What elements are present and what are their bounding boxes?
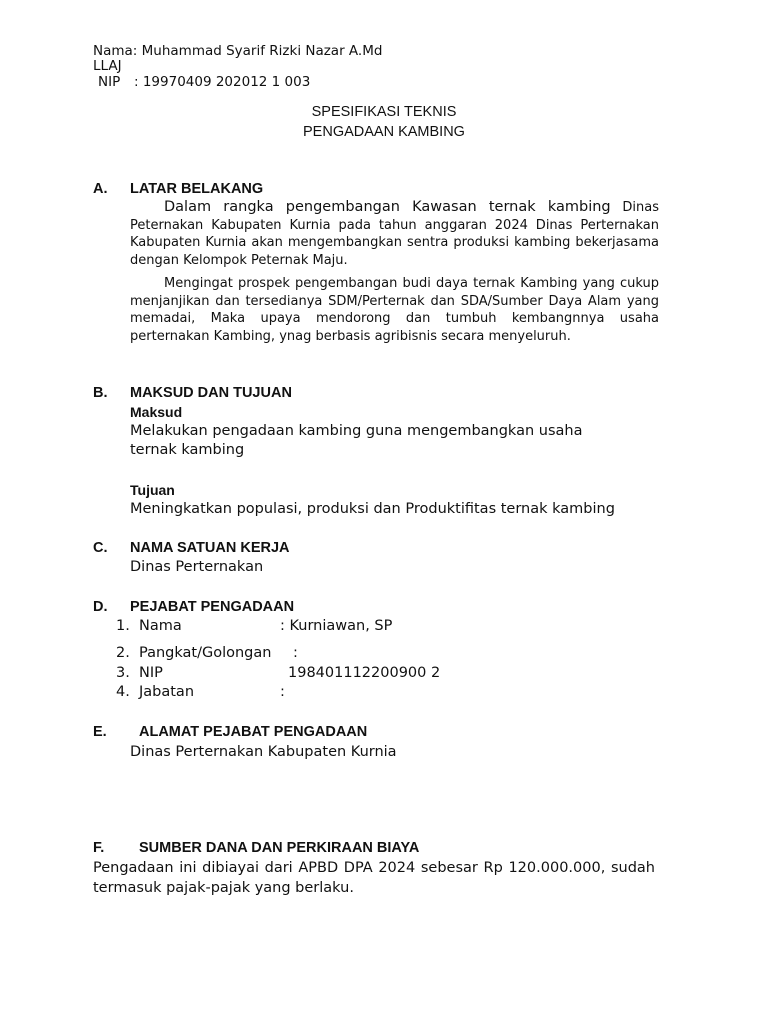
pejabat-item-1-number: 1.	[116, 618, 130, 634]
section-b-letter: B.	[93, 385, 108, 401]
pejabat-item-2-value: :	[293, 645, 298, 661]
section-a-paragraph-2: Mengingat prospek pengembangan budi daya ternak Kambing yang cukup menjanjikan dan tersedianya SDM/Perternak dan SDA/Sumber Daya Alam yang memadai, Maka upaya mendorong dan tumbuh kembangnnya usaha perternakan Kambing, ynag berbasis agribisnis secara menyeluruh.	[130, 276, 659, 344]
section-d-title: PEJABAT PENGADAAN	[130, 599, 295, 615]
author-nip-label: NIP	[98, 74, 121, 90]
section-e-letter: E.	[93, 724, 107, 740]
pejabat-item-1-value: : Kurniawan, SP	[280, 618, 393, 634]
section-f-title: SUMBER DANA DAN PERKIRAAN BIAYA	[139, 840, 420, 856]
pejabat-item-4-label: Jabatan	[139, 684, 195, 700]
section-a-paragraph-1	[130, 199, 659, 269]
section-c-title: NAMA SATUAN KERJA	[130, 540, 290, 556]
pejabat-item-3-number: 3.	[116, 665, 130, 681]
author-unit-line: LLAJ	[93, 58, 122, 74]
tujuan-text: Meningkatkan populasi, produksi dan Produktifitas ternak kambing	[130, 501, 615, 517]
tujuan-label: Tujuan	[130, 482, 175, 498]
document-title-line-2: PENGADAAN KAMBING	[303, 124, 465, 140]
pejabat-item-4-number: 4.	[116, 684, 130, 700]
section-e-text: Dinas Perternakan Kabupaten Kurnia	[130, 744, 397, 760]
section-c-letter: C.	[93, 540, 108, 556]
section-f-letter: F.	[93, 840, 105, 856]
maksud-text-line-2: ternak kambing	[130, 442, 245, 458]
section-a-title: LATAR BELAKANG	[130, 181, 264, 197]
pejabat-item-2-number: 2.	[116, 645, 130, 661]
document-title-line-1: SPESIFIKASI TEKNIS	[311, 104, 457, 120]
pejabat-item-1-label: Nama	[139, 618, 182, 634]
pejabat-item-2-label: Pangkat/Golongan	[139, 645, 272, 661]
section-f-text: Pengadaan ini dibiayai dari APBD DPA 2024 sebesar Rp 120.000.000, sudah termasuk pajak-pajak yang berlaku.	[93, 860, 655, 896]
maksud-label: Maksud	[130, 404, 183, 420]
section-b-title: MAKSUD DAN TUJUAN	[130, 385, 292, 401]
author-nip-value: : 19970409 202012 1 003	[134, 74, 311, 90]
pejabat-item-3-label: NIP	[139, 665, 163, 681]
section-c-text: Dinas Perternakan	[130, 559, 264, 575]
pejabat-item-3-value: 198401112200900 2	[288, 665, 441, 681]
pejabat-item-4-value: :	[280, 684, 285, 700]
section-a-letter: A.	[93, 181, 108, 197]
section-e-title: ALAMAT PEJABAT PENGADAAN	[139, 724, 368, 740]
section-a-paragraph-1-lead: Dalam rangka pengembangan Kawasan ternak kambing	[164, 199, 611, 215]
author-name-line: Nama: Muhammad Syarif Rizki Nazar A.Md	[93, 43, 383, 59]
section-a-paragraph-1-rest: Dinas Peternakan Kabupaten Kurnia pada tahun anggaran 2024 Dinas Perternakan Kabupaten Kurnia akan mengembangkan sentra produksi kambing bekerjasama dengan Kelompok Peternak Maju.	[130, 200, 659, 268]
section-d-letter: D.	[93, 599, 108, 615]
maksud-text-line-1: Melakukan pengadaan kambing guna mengembangkan usaha	[130, 423, 583, 439]
